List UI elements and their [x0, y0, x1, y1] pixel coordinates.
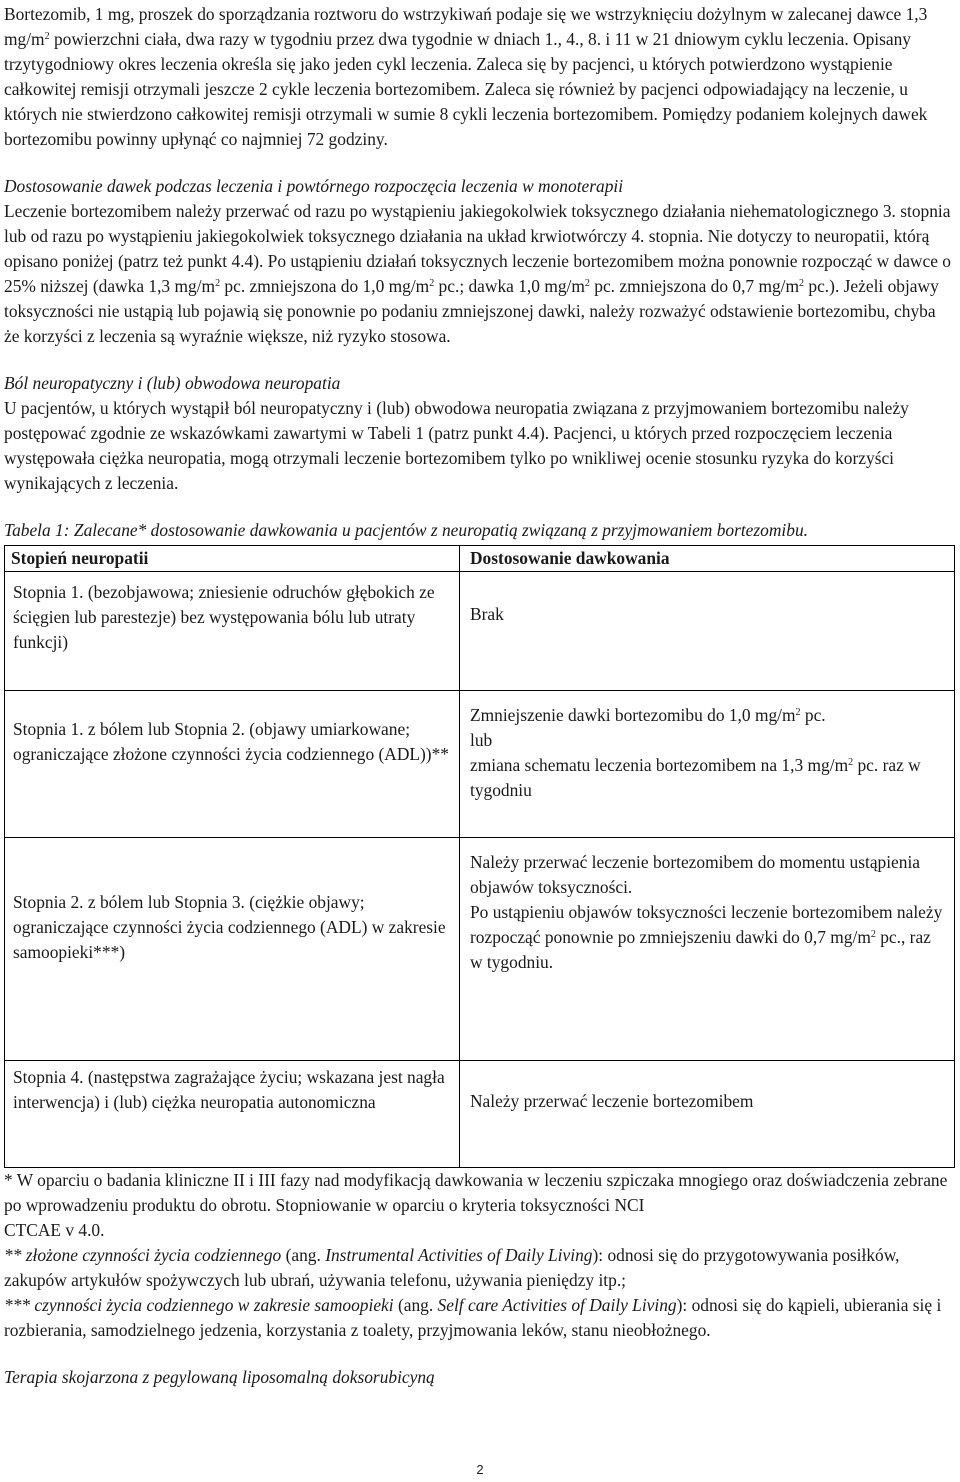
dose-adjustment-heading: Dostosowanie dawek podczas leczenia i powtórnego rozpoczęcia leczenia w monoterapii [4, 176, 624, 196]
combination-therapy-heading: Terapia skojarzona z pegylowaną liposomalną doksorubicyną [4, 1367, 435, 1387]
footnote-1-continued: CTCAE v 4.0. [4, 1220, 105, 1240]
grade-cell: Stopnia 4. (następstwa zagrażające życiu; wskazana jest nagła interwencja) i (lub) ciężka neuropatia autonomiczna [5, 1061, 460, 1168]
table-caption: Tabela 1: Zalecane* dostosowanie dawkowania u pacjentów z neuropatią związaną z przyjmowaniem bortezomibu. [4, 520, 808, 540]
table-row [5, 838, 955, 1061]
action-cell: Brak [460, 572, 955, 691]
table-header-row [5, 546, 955, 572]
footnote-1: * W oparciu o badania kliniczne II i III fazy nad modyfikacją dawkowania w leczeniu szpiczaka mnogiego oraz doświadczenia zebrane po wprowadzeniu produktu do obrotu. Stopniowanie w oparciu o kryteria toksyczności NCI [4, 1170, 948, 1215]
col-header-grade: Stopień neuropatii [5, 546, 460, 572]
table-row [5, 1061, 955, 1168]
col-header-dosing: Dostosowanie dawkowania [460, 546, 955, 572]
action-cell: Zmniejszenie dawki bortezomibu do 1,0 $mg/m^2$ pc. lub zmiana schematu leczenia bortezomibem na 1,3 $mg/m^2$ pc. raz w tygodniu [460, 691, 955, 838]
dose-adjustment-paragraph: Leczenie bortezomibem należy przerwać od razu po wystąpieniu jakiegokolwiek toksycznego działania niehematologicznego 3. stopnia lub od razu po wystąpieniu jakiegokolwiek toksycznego działania na układ krwiotwórczy 4. stopnia. Nie dotyczy to neuropatii, którą opisano poniżej (patrz też punkt 4.4). Po ustąpieniu działań toksycznych leczenie bortezomibem można ponownie rozpocząć w dawce o 25% niższej (dawka 1,3 $mg/m^2$ pc. zmniejszona do 1,0 $mg/m^2$ pc.; dawka 1,0 $mg/m^2$ pc. zmniejszona do 0,7 $mg/m^2$ pc.). Jeżeli objawy toksyczności nie ustąpią lub pojawią się ponownie po podaniu zmniejszonej dawki, należy rozważyć odstawienie bortezomibu, chyba że korzyści z leczenia są wyraźnie większe, niż ryzyko stosowa. [4, 201, 951, 346]
table-row [5, 572, 955, 691]
grade-cell: Stopnia 1. (bezobjawowa; zniesienie odruchów głębokich ze ścięgien lub parestezje) bez występowania bólu lub utraty funkcji) [5, 572, 460, 691]
page-number: 2 [476, 1462, 484, 1477]
table-row [5, 691, 955, 838]
document-page [4, 2, 954, 1390]
neuropathy-heading: Ból neuropatyczny i (lub) obwodowa neuropatia [4, 373, 341, 393]
table-footnotes [4, 1168, 954, 1343]
neuropathy-dose-table [4, 545, 955, 1168]
intro-paragraph: Bortezomib, 1 mg, proszek do sporządzania roztworu do wstrzykiwań podaje się we wstrzyknięciu dożylnym w zalecanej dawce 1,3 $mg/m^2$ powierzchni ciała, dwa razy w tygodniu przez dwa tygodnie w dniach 1., 4., 8. i 11 w 21 dniowym cyklu leczenia. Opisany trzytygodniowy okres leczenia określa się jako jeden cykl leczenia. Zaleca się by pacjenci, u których potwierdzono wystąpienie całkowitej remisji otrzymali jeszcze 2 cykle leczenia bortezomibem. Zaleca się również by pacjenci odpowiadający na leczenie, u których nie stwierdzono całkowitej remisji otrzymali w sumie 8 cykli leczenia bortezomibem. Pomiędzy podaniem kolejnych dawek bortezomibu powinny upłynąć co najmniej 72 godziny. [4, 4, 928, 149]
action-cell: Należy przerwać leczenie bortezomibem do momentu ustąpienia objawów toksyczności. Po ustąpieniu objawów toksyczności leczenie bortezomibem należy rozpocząć ponownie po zmniejszeniu dawki do 0,7 $mg/m^2$ pc., raz w tygodniu. [460, 838, 955, 1061]
neuropathy-paragraph: U pacjentów, u których wystąpił ból neuropatyczny i (lub) obwodowa neuropatia związana z przyjmowaniem bortezomibu należy postępować zgodnie ze wskazówkami zawartymi w Tabeli 1 (patrz punkt 4.4). Pacjenci, u których przed rozpoczęciem leczenia występowała ciężka neuropatia, mogą otrzymali leczenie bortezomibem tylko po wnikliwej ocenie stosunku ryzyka do korzyści wynikających z leczenia. [4, 398, 909, 493]
footnote-3: *** czynności życia codziennego w zakresie samoopieki (ang. Self care Activities of Daily Living): odnosi się do kąpieli, ubierania się i rozbierania, samodzielnego jedzenia, korzystania z toalety, przyjmowania leków, stanu nieobłożnego. [4, 1295, 942, 1340]
footnote-2: ** złożone czynności życia codziennego (ang. Instrumental Activities of Daily Living): odnosi się do przygotowywania posiłków, zakupów artykułów spożywczych lub ubrań, używania telefonu, używania pieniędzy itp.; [4, 1245, 900, 1290]
action-cell: Należy przerwać leczenie bortezomibem [460, 1061, 955, 1168]
grade-cell: Stopnia 2. z bólem lub Stopnia 3. (ciężkie objawy; ograniczające czynności życia codziennego (ADL) w zakresie samoopieki***) [5, 838, 460, 1061]
grade-cell: Stopnia 1. z bólem lub Stopnia 2. (objawy umiarkowane; ograniczające złożone czynności życia codziennego (ADL))** [5, 691, 460, 838]
